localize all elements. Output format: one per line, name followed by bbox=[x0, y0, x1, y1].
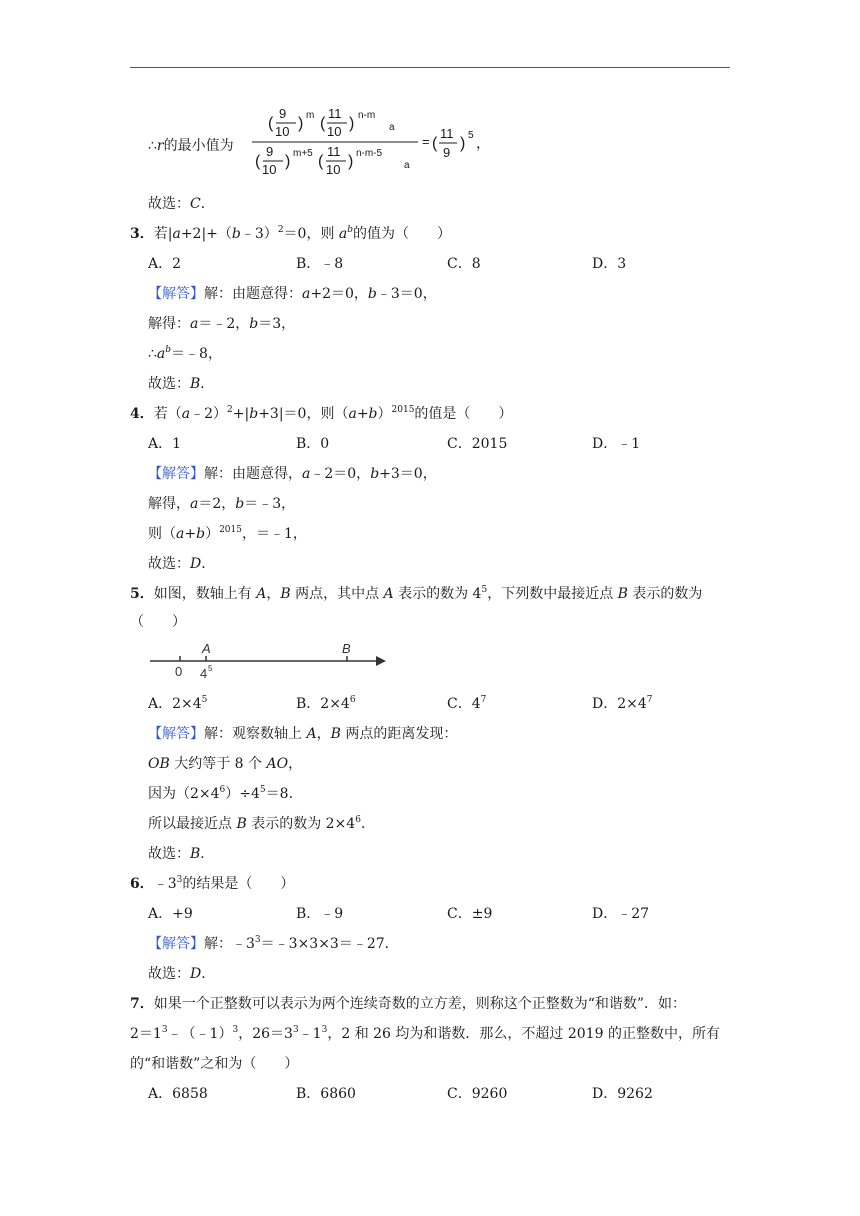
q3-answer-2: 解得：a＝﹣2，b＝3， bbox=[148, 316, 296, 332]
den-left-exp: m+5 bbox=[293, 148, 313, 159]
q4-answer-2: 解得，a＝2，b＝﹣3， bbox=[148, 496, 296, 512]
q5-answer-2: OB 大约等于 8 个 AO， bbox=[148, 756, 303, 772]
q7-option-a[interactable]: A．6858 bbox=[148, 1086, 208, 1102]
number-line bbox=[148, 640, 398, 685]
res-tail: ， bbox=[476, 135, 490, 151]
q3-option-b[interactable]: B．﹣8 bbox=[296, 256, 344, 272]
den-left-n: 9 bbox=[266, 144, 274, 159]
q5-option-b[interactable]: B．$2\times 4^6$ bbox=[296, 695, 356, 712]
q4-choice: 故选：D． bbox=[148, 556, 216, 572]
q6-option-a[interactable]: A．+9 bbox=[148, 906, 193, 922]
label-b: B bbox=[342, 641, 351, 656]
q5-stem-2: （ ） bbox=[130, 614, 186, 630]
q4-answer-1: 【解答】解：由题意得，a﹣2＝0，b+3＝0， bbox=[148, 466, 437, 482]
label-a-exp: 5 bbox=[208, 664, 213, 673]
q5-option-a[interactable]: A．$2\times 4^5$ bbox=[148, 695, 208, 712]
svg-text:): ) bbox=[348, 153, 354, 170]
label-zero: 0 bbox=[175, 664, 183, 679]
therefore-text: ∴r的最小值为 bbox=[148, 138, 234, 154]
num-right-d: 10 bbox=[327, 124, 342, 139]
svg-text:(: ( bbox=[318, 153, 324, 170]
q4-option-a[interactable]: A．1 bbox=[148, 436, 182, 452]
q3-option-d[interactable]: D．3 bbox=[592, 256, 627, 272]
q7-stem-2: $2=1^3﹣(﹣1)^3$，$26=3^3﹣1^3$，2 和 26 均为和谐数．那么，不超过 2019 的正整数中，所有 bbox=[130, 1025, 720, 1042]
q5-option-c[interactable]: C．$4^7$ bbox=[447, 695, 487, 712]
answer-tag: 【解答】 bbox=[148, 286, 204, 302]
paren: ( bbox=[268, 115, 274, 132]
q3-answer-3: $\therefore a^b=﹣8$， bbox=[148, 345, 222, 362]
q7-stem-1: 7．如果一个正整数可以表示为两个连续奇数的立方差，则称这个正整数为“和谐数”．如： bbox=[130, 996, 687, 1012]
q4-answer-3: 则$(a+b)^{2015}$，＝﹣1， bbox=[148, 525, 307, 542]
q6-choice: 故选：D． bbox=[148, 966, 216, 982]
num-suffix: a bbox=[389, 122, 395, 133]
label-a: A bbox=[202, 641, 211, 656]
svg-text:(: ( bbox=[255, 153, 261, 170]
q5-stem: 5．如图，数轴上有 A，B 两点，其中点 A 表示的数为 $4^5$，下列数中最接近点 B 表示的数为 bbox=[130, 585, 703, 602]
svg-text:): ) bbox=[349, 115, 355, 132]
number-line-svg bbox=[148, 640, 398, 685]
res-exp: 5 bbox=[468, 130, 474, 141]
den-right-d: 10 bbox=[326, 162, 341, 177]
svg-text:(: ( bbox=[320, 115, 326, 132]
q4-option-b[interactable]: B．0 bbox=[296, 436, 330, 452]
fraction-svg bbox=[148, 100, 608, 190]
answer-tag: 【解答】 bbox=[148, 466, 204, 482]
den-right-n: 11 bbox=[327, 144, 341, 159]
num-left-exp: m bbox=[306, 110, 315, 121]
prev-choice: 故选：C． bbox=[148, 196, 215, 212]
q4-option-c[interactable]: C．2015 bbox=[447, 436, 508, 452]
q5-answer-1: 【解答】解：观察数轴上 A，B 两点的距离发现： bbox=[148, 726, 458, 742]
den-suffix: a bbox=[404, 160, 410, 171]
q4-option-d[interactable]: D．﹣1 bbox=[592, 436, 641, 452]
header-rule bbox=[130, 67, 730, 68]
svg-text:): ) bbox=[460, 135, 466, 152]
answer-tag: 【解答】 bbox=[148, 936, 204, 952]
svg-text:): ) bbox=[285, 153, 291, 170]
q6-option-b[interactable]: B．﹣9 bbox=[296, 906, 344, 922]
answer-tag: 【解答】 bbox=[148, 726, 204, 742]
q3-choice: 故选：B． bbox=[148, 376, 215, 392]
den-left-d: 10 bbox=[262, 162, 277, 177]
q7-option-c[interactable]: C．9260 bbox=[447, 1086, 508, 1102]
num-right-n: 11 bbox=[328, 106, 342, 121]
equals: = bbox=[422, 134, 430, 149]
q3-answer-1: 【解答】解：由题意得：a+2＝0，b﹣3＝0， bbox=[148, 286, 437, 302]
fraction-expression bbox=[148, 100, 608, 190]
q6-answer-1: 【解答】解：$﹣3^3=﹣3\times 3\times 3=﹣27$． bbox=[148, 935, 399, 952]
q6-stem: 6．$﹣3^3$的结果是（ ） bbox=[130, 875, 295, 892]
res-n: 11 bbox=[440, 126, 454, 141]
num-left-n: 9 bbox=[279, 106, 287, 121]
label-a-value: 4 bbox=[200, 666, 208, 681]
q3-stem: 3．若|a+2|+（b﹣3）$^2$＝0，则 $a^b$的值为（ ） bbox=[130, 225, 452, 242]
arrow-icon bbox=[376, 656, 386, 666]
q3-option-c[interactable]: C．8 bbox=[447, 256, 481, 272]
q6-option-d[interactable]: D．﹣27 bbox=[592, 906, 650, 922]
num-left-d: 10 bbox=[275, 124, 290, 139]
q4-stem: 4．若（a﹣2）$^2$+|b+3|＝0，则$(a+b)^{2015}$的值是（ ） bbox=[130, 405, 513, 422]
q6-option-c[interactable]: C．±9 bbox=[447, 906, 493, 922]
num-right-exp: n-m bbox=[358, 110, 376, 121]
q5-choice: 故选：B． bbox=[148, 846, 215, 862]
res-d: 9 bbox=[443, 145, 451, 160]
q7-option-b[interactable]: B．6860 bbox=[296, 1086, 356, 1102]
q7-option-d[interactable]: D．9262 bbox=[592, 1086, 653, 1102]
den-right-exp: n-m-5 bbox=[356, 148, 383, 159]
q5-answer-4: 所以最接近点 B 表示的数为 $2\times 4^6$． bbox=[148, 815, 375, 832]
q5-answer-3: 因为$(2\times 4^6)\div 4^5=8$． bbox=[148, 785, 303, 802]
svg-text:(: ( bbox=[432, 135, 438, 152]
q3-option-a[interactable]: A．2 bbox=[148, 256, 182, 272]
svg-text:): ) bbox=[298, 115, 304, 132]
q7-stem-3: 的“和谐数”之和为（ ） bbox=[130, 1056, 299, 1072]
q5-option-d[interactable]: D．$2\times 4^7$ bbox=[592, 695, 653, 712]
